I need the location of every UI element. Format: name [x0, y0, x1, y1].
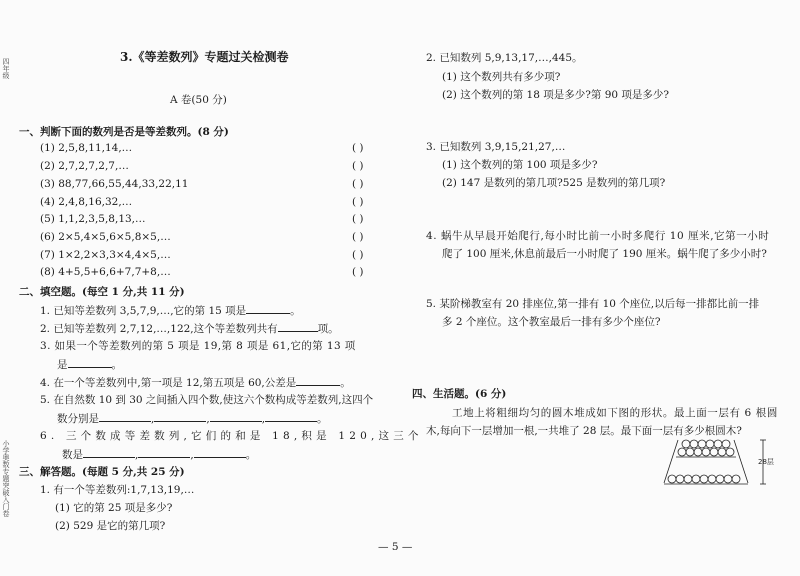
- answer-paren[interactable]: ( ): [352, 160, 364, 172]
- section4-heading: 四、生活题。(6 分): [412, 388, 507, 400]
- answer-blank[interactable]: [278, 320, 318, 332]
- s4-text-line1: 工地上将粗细均匀的圆木堆成如下图的形状。最上面一层有 6 根圆: [452, 407, 778, 419]
- answer-blank[interactable]: [154, 410, 206, 422]
- log-circle: [668, 475, 676, 483]
- s2-q4: 4. 在一个等差数列中,第一项是 12,第五项是 60,公差是 。: [40, 374, 351, 390]
- s2-q6: 6. 三个数成等差数列,它们的和是 18,积是 120,这三个: [40, 430, 423, 442]
- s3-q5-cont: 多 2 个座位。这个教室最后一排有多少个座位?: [442, 316, 661, 328]
- log-circle: [724, 475, 732, 483]
- section3-heading: 三、解答题。(每题 5 分,共 25 分): [19, 466, 185, 478]
- log-circle: [684, 475, 692, 483]
- answer-paren[interactable]: ( ): [352, 249, 364, 261]
- log-circle: [692, 475, 700, 483]
- s3-q4-cont: 爬了 100 厘米,休息前最后一小时爬了 190 厘米。蜗牛爬了多少小时?: [442, 248, 767, 260]
- s2-q1: 1. 已知等差数列 3,5,7,9,…,它的第 15 项是 。: [40, 302, 301, 318]
- s3-q1: 1. 有一个等差数列:1,7,13,19,…: [40, 484, 195, 496]
- s3-q3b: (2) 147 是数列的第几项?525 是数列的第几项?: [442, 177, 666, 189]
- answer-blank[interactable]: [246, 302, 290, 314]
- log-circle: [702, 448, 710, 456]
- s1-item-5: (5) 1,1,2,3,5,8,13,…: [40, 213, 146, 225]
- log-circle: [726, 448, 734, 456]
- s3-q1a: (1) 它的第 25 项是多少?: [55, 502, 173, 514]
- answer-paren[interactable]: ( ): [352, 231, 364, 243]
- s1-item-3: (3) 88,77,66,55,44,33,22,11: [40, 178, 189, 190]
- side-book-label: 小学奥数专题突破入门卷: [2, 440, 10, 517]
- answer-paren[interactable]: ( ): [352, 178, 364, 190]
- log-circle: [698, 440, 706, 448]
- answer-paren[interactable]: ( ): [352, 213, 364, 225]
- log-circle: [710, 448, 718, 456]
- log-circle: [708, 475, 716, 483]
- s2-q3-cont: 是 。: [57, 356, 122, 372]
- height-label: 28层: [758, 458, 774, 466]
- answer-blank[interactable]: [194, 446, 246, 458]
- s3-q5: 5. 某阶梯教室有 20 排座位,第一排有 10 个座位,以后每一排都比前一排: [426, 298, 760, 310]
- s1-item-7: (7) 1×2,2×3,3×4,4×5,…: [40, 249, 171, 261]
- log-circle: [686, 448, 694, 456]
- log-circle: [706, 440, 714, 448]
- answer-paren[interactable]: ( ): [352, 196, 364, 208]
- s3-q2b: (2) 这个数列的第 18 项是多少?第 90 项是多少?: [442, 89, 670, 101]
- page-number: — 5 —: [378, 541, 413, 553]
- s1-item-4: (4) 2,4,8,16,32,…: [40, 196, 133, 208]
- log-circle: [716, 475, 724, 483]
- answer-blank[interactable]: [99, 410, 151, 422]
- log-circle: [700, 475, 708, 483]
- answer-blank[interactable]: [138, 446, 190, 458]
- s2-q3: 3. 如果一个等差数列的第 5 项是 19,第 8 项是 61,它的第 13 项: [40, 340, 356, 352]
- log-circle: [694, 448, 702, 456]
- s3-q1b: (2) 529 是它的第几项?: [55, 520, 166, 532]
- answer-blank[interactable]: [265, 410, 317, 422]
- section1-heading: 一、判断下面的数列是否是等差数列。(8 分): [19, 126, 229, 138]
- answer-blank[interactable]: [68, 356, 112, 368]
- log-circle: [678, 448, 686, 456]
- s3-q3a: (1) 这个数列的第 100 项是多少?: [442, 159, 598, 171]
- s1-item-6: (6) 2×5,4×5,6×5,8×5,…: [40, 231, 171, 243]
- answer-blank[interactable]: [83, 446, 135, 458]
- log-circle: [714, 440, 722, 448]
- s3-q3: 3. 已知数列 3,9,15,21,27,…: [426, 141, 566, 153]
- s2-q5: 5. 在自然数 10 到 30 之间插入四个数,使这六个数构成等差数列,这四个: [40, 394, 374, 406]
- answer-paren[interactable]: ( ): [352, 142, 364, 154]
- side-grade-label: 四年级: [2, 58, 10, 79]
- s1-item-2: (2) 2,7,2,7,2,7,…: [40, 160, 129, 172]
- s3-q4: 4. 蜗牛从早晨开始爬行,每小时比前一小时多爬行 10 厘米,它第一小时: [426, 230, 770, 242]
- log-circle: [722, 440, 730, 448]
- s3-q2: 2. 已知数列 5,9,13,17,…,445。: [426, 52, 583, 64]
- s2-q6-cont: 数是 , , 。: [62, 446, 256, 462]
- answer-blank[interactable]: [210, 410, 262, 422]
- s1-item-8: (8) 4+5,5+6,6+7,7+8,…: [40, 266, 171, 278]
- section2-heading: 二、填空题。(每空 1 分,共 11 分): [19, 286, 185, 298]
- log-circle: [732, 475, 740, 483]
- log-circle: [690, 440, 698, 448]
- page-subtitle: A 卷(50 分): [170, 94, 227, 106]
- s4-text-line2: 木,每向下一层增加一根,一共堆了 28 层。最下面一层有多少根圆木?: [426, 425, 742, 437]
- log-circle: [676, 475, 684, 483]
- log-circle: [682, 440, 690, 448]
- log-circle: [718, 448, 726, 456]
- s1-item-1: (1) 2,5,8,11,14,…: [40, 142, 133, 154]
- s2-q5-cont: 数分别是 , , , 。: [57, 410, 328, 426]
- answer-blank[interactable]: [296, 374, 340, 386]
- log-pile-diagram: [662, 437, 780, 489]
- page-title: 3.《等差数列》专题过关检测卷: [120, 50, 289, 64]
- s2-q2: 2. 已知等差数列 2,7,12,…,122,这个等差数列共有 项。: [40, 320, 339, 336]
- s3-q2a: (1) 这个数列共有多少项?: [442, 71, 561, 83]
- answer-paren[interactable]: ( ): [352, 266, 364, 278]
